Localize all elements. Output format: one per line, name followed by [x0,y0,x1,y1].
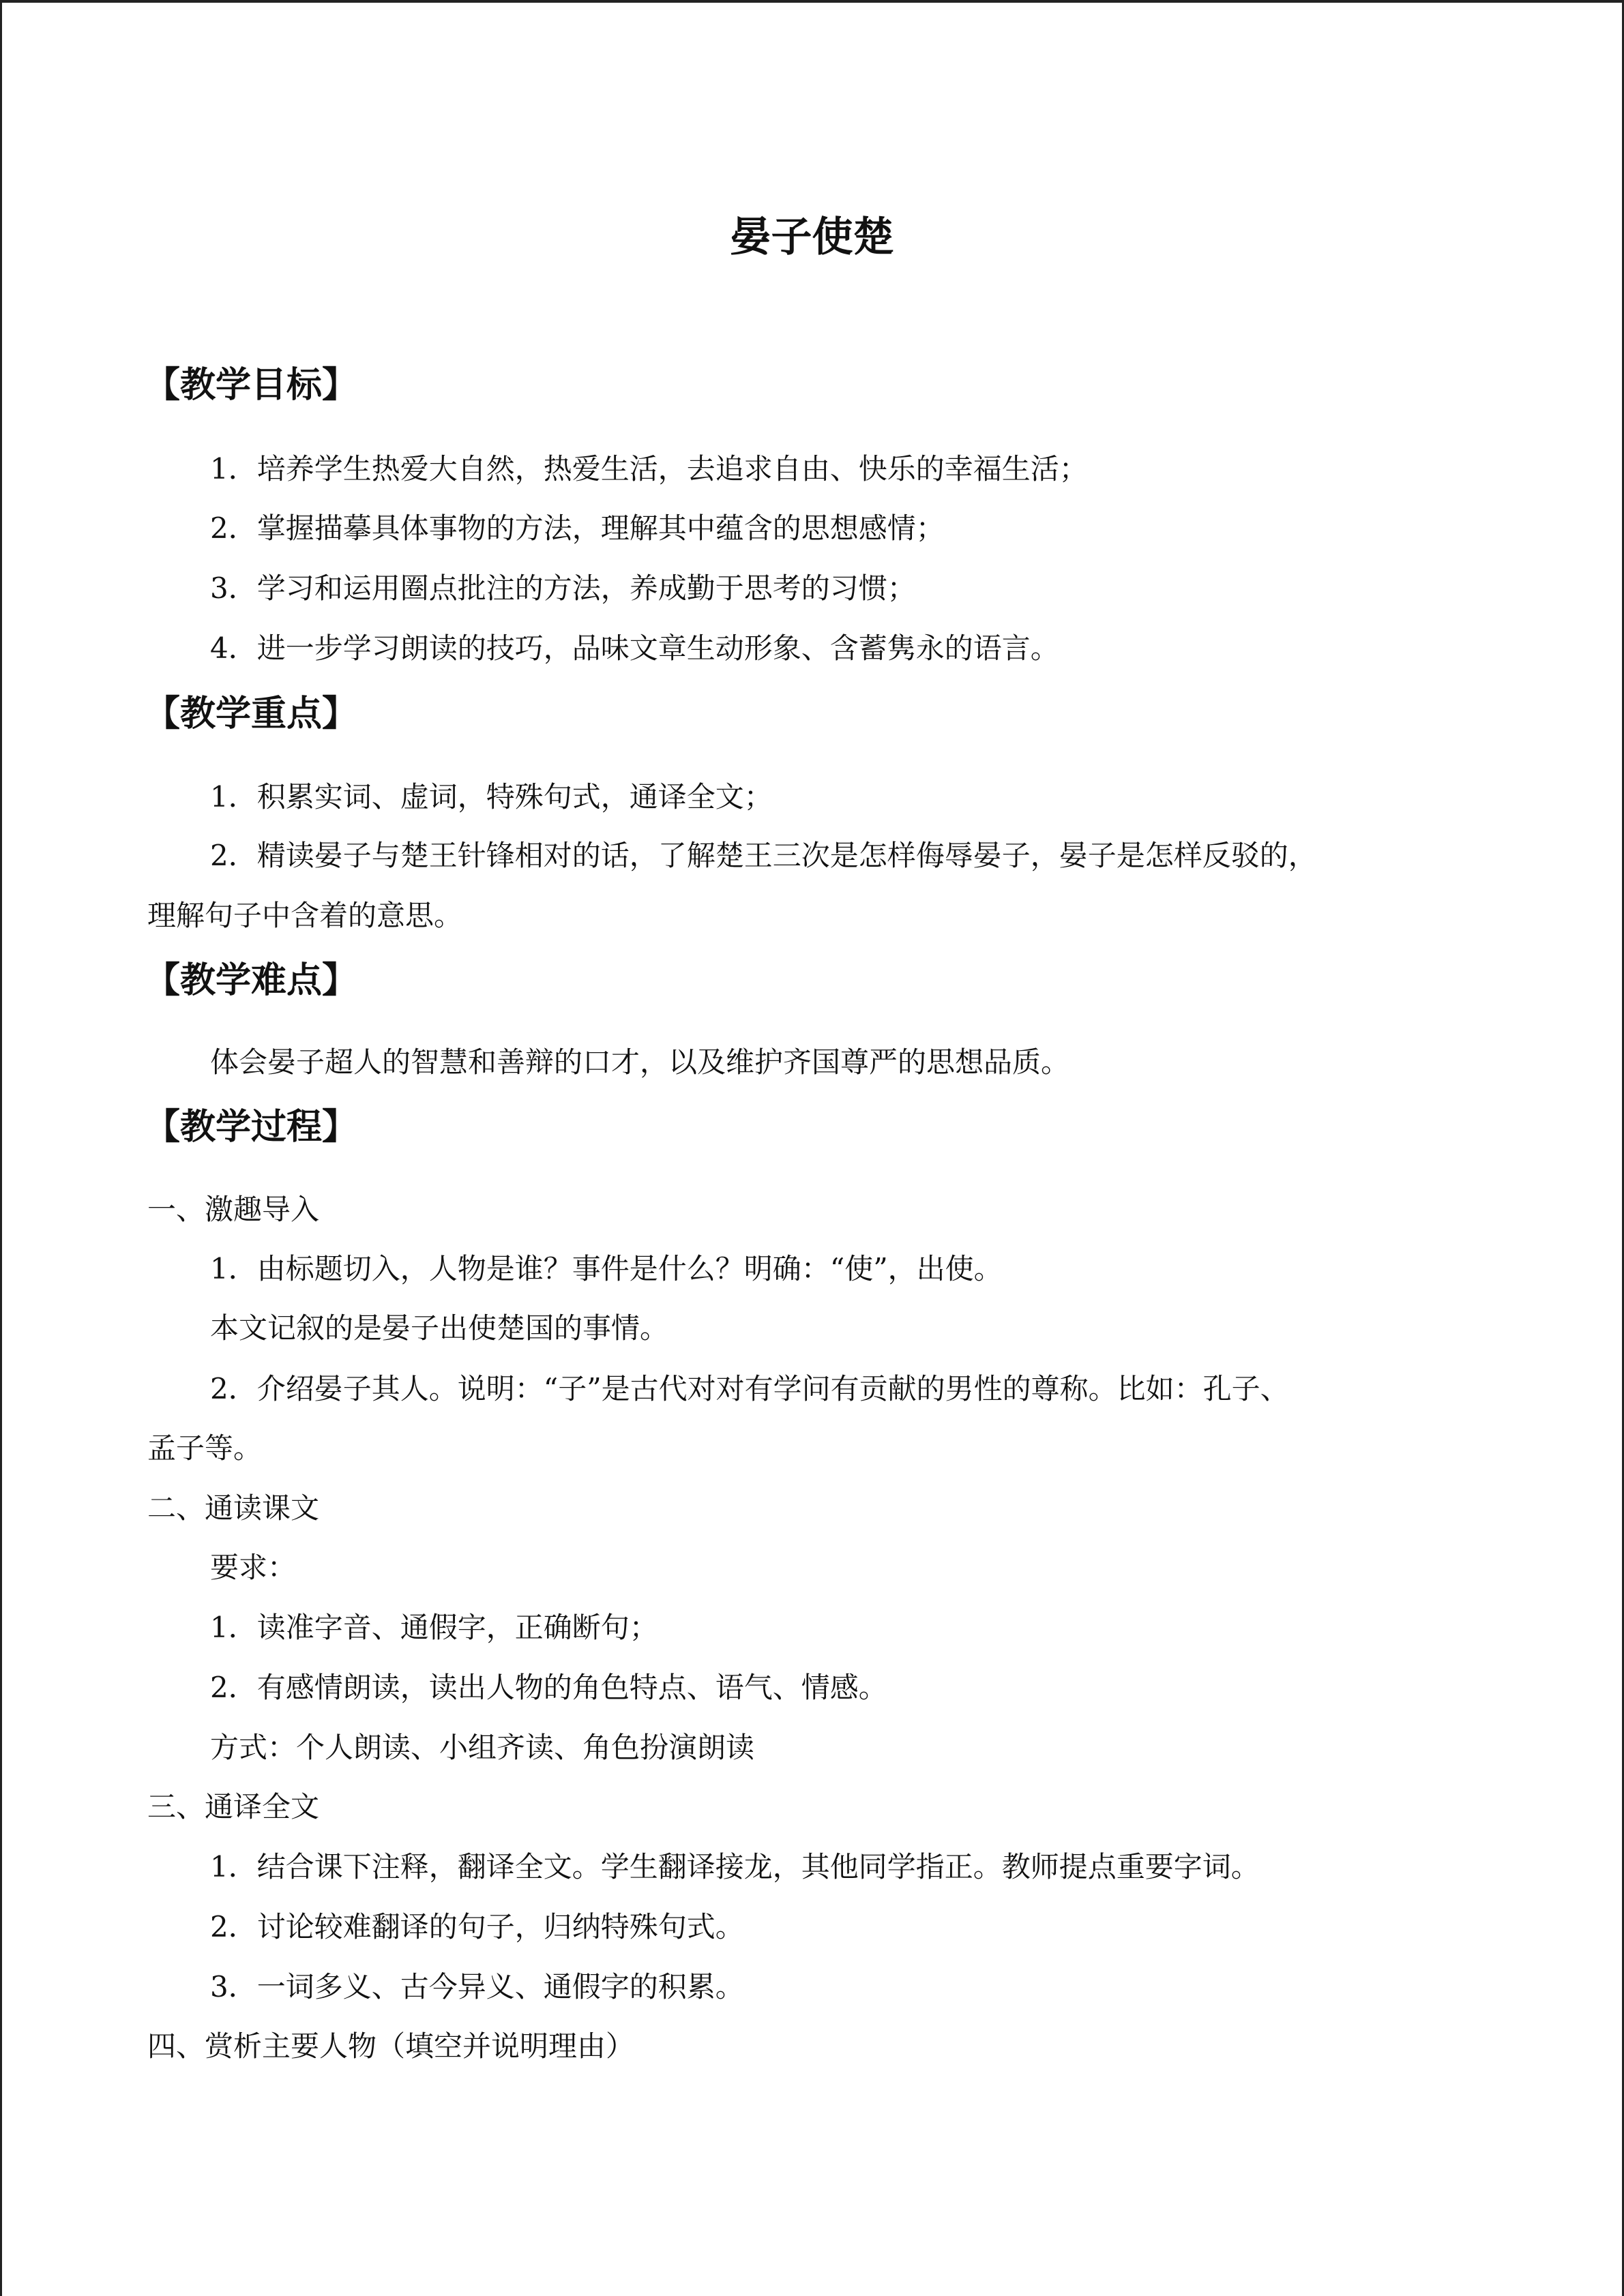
heading-teaching-goals: 【教学目标】 [145,365,358,406]
section-3-line-3: 3．一词多义、古今异义、通假字的积累。 [210,1970,744,2003]
heading-key-points: 【教学重点】 [145,694,358,734]
heading-teaching-process: 【教学过程】 [145,1107,358,1148]
heading-difficulties: 【教学难点】 [145,960,358,1001]
document-title: 晏子使楚 [730,213,894,261]
section-1-line-1: 1．由标题切入，人物是谁？事件是什么？明确：“使”，出使。 [210,1252,1003,1285]
section-1-line-4: 孟子等。 [147,1431,263,1465]
goal-item-2: 2．掌握描摹具体事物的方法，理解其中蕴含的思想感情； [210,511,945,545]
section-2-title: 二、通读课文 [147,1491,320,1525]
key-point-2: 2．精读晏子与楚王针锋相对的话，了解楚王三次是怎样侮辱晏子，晏子是怎样反驳的， [210,839,1317,872]
section-2-line-3: 2．有感情朗读，读出人物的角色特点、语气、情感。 [210,1671,887,1704]
difficulty-text: 体会晏子超人的智慧和善辩的口才，以及维护齐国尊严的思想品质。 [210,1045,1070,1079]
section-1-line-2: 本文记叙的是晏子出使楚国的事情。 [210,1311,669,1345]
goal-item-1: 1．培养学生热爱大自然，热爱生活，去追求自由、快乐的幸福生活； [210,452,1088,486]
section-2-line-4: 方式：个人朗读、小组齐读、角色扮演朗读 [210,1731,755,1764]
section-3-line-2: 2．讨论较难翻译的句子，归纳特殊句式。 [210,1910,744,1943]
goal-item-3: 3．学习和运用圈点批注的方法，养成勤于思考的习惯； [210,571,916,605]
section-2-line-2: 1．读准字音、通假字，正确断句； [210,1611,658,1644]
section-2-line-1: 要求： [210,1551,297,1584]
section-3-title: 三、通译全文 [147,1790,320,1823]
key-point-1: 1．积累实词、虚词，特殊句式，通译全文； [210,780,773,814]
section-1-title: 一、激趣导入 [147,1193,320,1226]
goal-item-4: 4．进一步学习朗读的技巧，品味文章生动形象、含蓄隽永的语言。 [210,631,1059,665]
section-4-title: 四、赏析主要人物（填空并说明理由） [147,2029,635,2063]
key-point-2-continued: 理解句子中含着的意思。 [147,899,463,932]
section-1-line-3: 2．介绍晏子其人。说明：“子”是古代对对有学问有贡献的男性的尊称。比如：孔子、 [210,1372,1289,1405]
section-3-line-1: 1．结合课下注释，翻译全文。学生翻译接龙，其他同学指正。教师提点重要字词。 [210,1850,1260,1883]
